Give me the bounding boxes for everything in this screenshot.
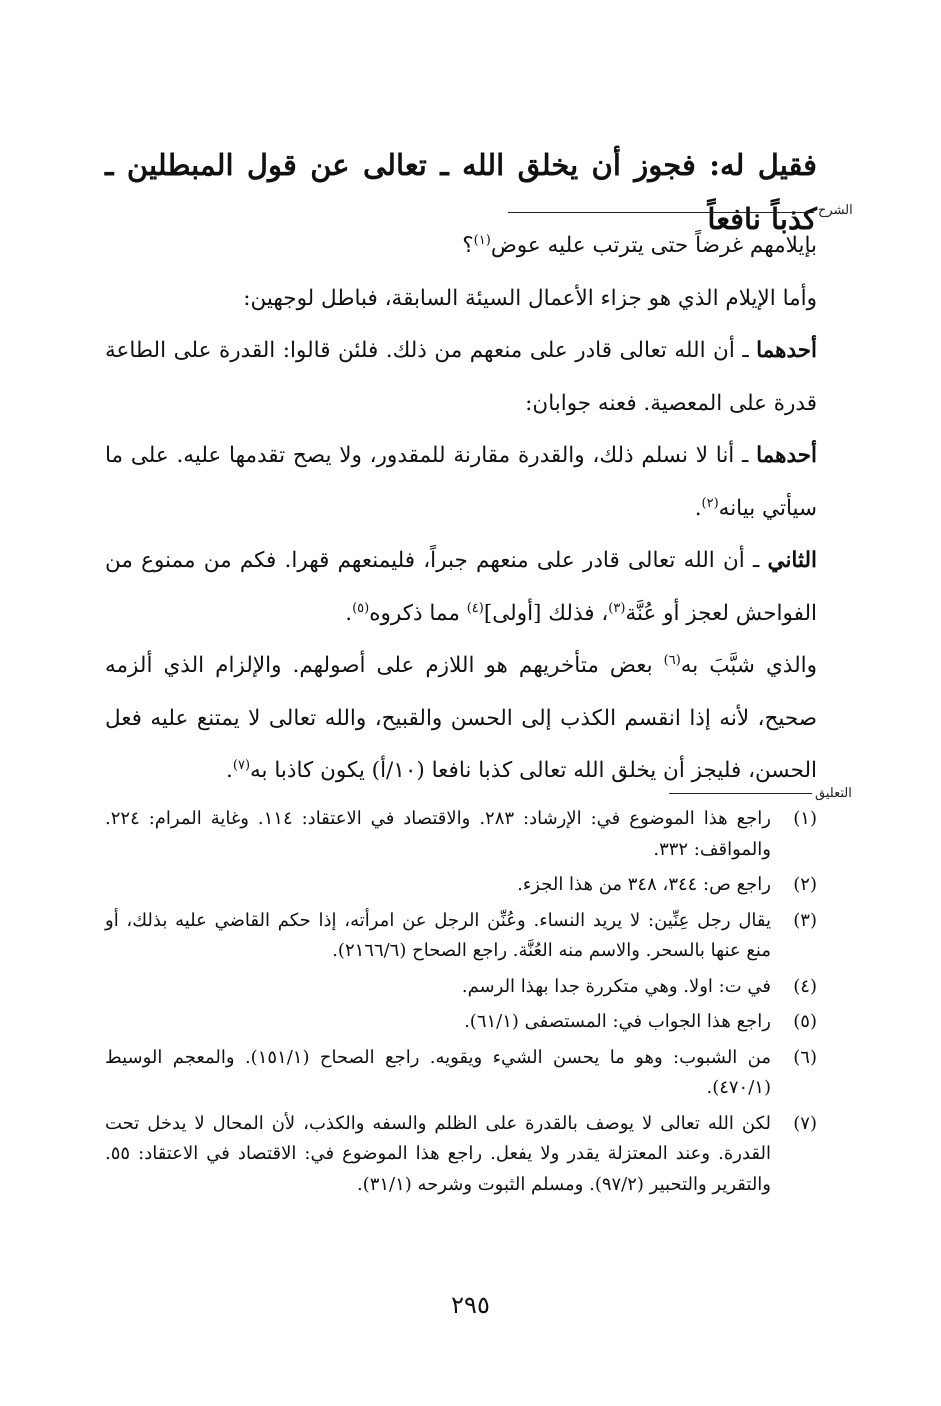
commentary-rule <box>508 212 814 213</box>
paragraph-tail: . <box>345 600 353 626</box>
page-number: ٢٩٥ <box>451 1291 490 1319</box>
footnote-number: (٧) <box>793 1112 817 1134</box>
footnote-text: لكن الله تعالى لا يوصف بالقدرة على الظلم والسفه والكذب، لأن المحال لا يدخل تحت القدرة. وعند المعتزلة يقدر ولا يفعل. راجع هذا الموضوع في: الاقتصاد في الاعتقاد: ٥٥. والتقرير والتحبير (٩٧/٢). ومسلم الثبوت وشرحه (٣١/١). <box>105 1112 771 1195</box>
paragraph-text: ـ أنا لا نسلم ذلك، والقدرة مقارنة للمقدور، ولا يصح تقدمها عليه. على ما سيأتي بيانه <box>105 443 817 521</box>
footnote-ref: (٢) <box>701 495 719 511</box>
footnote-text: راجع هذا الموضوع في: الإرشاد: ٢٨٣. والاقتصاد في الاعتقاد: ١١٤. وغاية المرام: ٢٢٤. والمواقف: ٣٣٢. <box>105 808 771 860</box>
paragraph-text: بعض متأخريهم هو اللازم على أصولهم. والإلزام الذي ألزمه صحيح، لأنه إذا انقسم الكذب إلى الحسن والقبيح، والله تعالى لا يمتنع عليه فعل الحسن، فليجز أن يخلق الله تعالى كذبا نافعا (١٠/أ) يكون كاذبا به <box>105 653 817 783</box>
footnote-ref: (٧) <box>232 757 251 773</box>
footnote-ref: (٥) <box>352 600 370 616</box>
footnote-ref: (٦) <box>663 652 681 668</box>
footnote-item <box>105 906 817 967</box>
footnote-text: راجع ص: ٣٤٤، ٣٤٨ من هذا الجزء. <box>517 874 771 895</box>
commentary-paragraph-5 <box>105 535 817 640</box>
paragraph-tail: ؟ <box>462 233 474 258</box>
footnote-text: يقال رجل عِنِّين: لا يريد النساء. وعُنِّن الرجل عن امرأته، إذا حكم القاضي عليه بذلك، أو منع عنها بالسحر. والاسم منه العُنَّة. راجع الصحاح (٢١٦٦/٦). <box>105 909 771 961</box>
footnote-number: (٣) <box>793 909 817 931</box>
footnote-number: (٤) <box>793 975 817 997</box>
footnote-number: (٢) <box>793 874 817 895</box>
paragraph-tail: . <box>226 758 233 783</box>
commentary-body <box>105 220 817 798</box>
footnote-text: في ت: اولا. وهي متكررة جدا بهذا الرسم. <box>461 975 771 997</box>
commentary-paragraph-1 <box>105 220 817 273</box>
commentary-paragraph-4 <box>105 430 817 535</box>
paragraph-tail: . <box>694 495 702 521</box>
paragraph-text: والذي شبَّبَ به <box>680 653 817 678</box>
footnote-item <box>105 1007 817 1038</box>
footnote-ref: (٤) <box>466 600 484 616</box>
paragraph-text: بإيلامهم غرضاً حتى يترتب عليه عوض <box>490 233 817 258</box>
paragraph-text: مما ذكروه <box>369 600 467 626</box>
footnote-number: (١) <box>793 808 817 829</box>
paragraph-lead: أحدهما <box>756 443 817 468</box>
footnote-ref: (١) <box>473 232 491 248</box>
footnote-item <box>105 1109 817 1201</box>
footnote-text: راجع هذا الجواب في: المستصفى (٦١/١). <box>464 1011 771 1032</box>
footnote-item <box>105 1043 817 1104</box>
footnotes <box>105 804 817 1205</box>
paragraph-text: وأما الإيلام الذي هو جزاء الأعمال السيئة السابقة، فباطل لوجهين: <box>243 285 817 311</box>
matn-text: فقيل له: فجوز أن يخلق الله ـ تعالى عن قول المبطلين ـ كذباً نافعاً <box>105 148 817 236</box>
paragraph-text: ، فذلك [أولى] <box>483 600 609 626</box>
notes-rule <box>669 793 812 794</box>
commentary-paragraph-2 <box>105 273 817 326</box>
footnote-ref: (٣) <box>608 600 626 616</box>
notes-label: التعليق <box>815 786 852 801</box>
paragraph-text: ـ أن الله تعالى قادر على منعهم من ذلك. فلئن قالوا: القدرة على الطاعة قدرة على المعصية. فعنه جوابان: <box>105 338 817 416</box>
commentary-paragraph-3 <box>105 325 817 430</box>
commentary-paragraph-6 <box>105 640 817 798</box>
paragraph-lead: الثاني <box>767 548 817 573</box>
footnote-number: (٦) <box>793 1046 817 1068</box>
footnote-item <box>105 870 817 901</box>
paragraph-lead: أحدهما <box>756 338 817 363</box>
footnote-number: (٥) <box>793 1011 817 1032</box>
commentary-label: الشرح <box>818 203 853 218</box>
footnote-text: من الشبوب: وهو ما يحسن الشيء ويقويه. راجع الصحاح (١٥١/١). والمعجم الوسيط (٤٧٠/١). <box>105 1046 772 1098</box>
paragraph-text: ـ أن الله تعالى قادر على منعهم جبراً، فليمنعهم قهرا. فكم من ممنوع من الفواحش لعجز أو عُنَّة <box>105 548 817 626</box>
footnote-item <box>105 804 817 865</box>
footnote-item <box>105 972 817 1003</box>
